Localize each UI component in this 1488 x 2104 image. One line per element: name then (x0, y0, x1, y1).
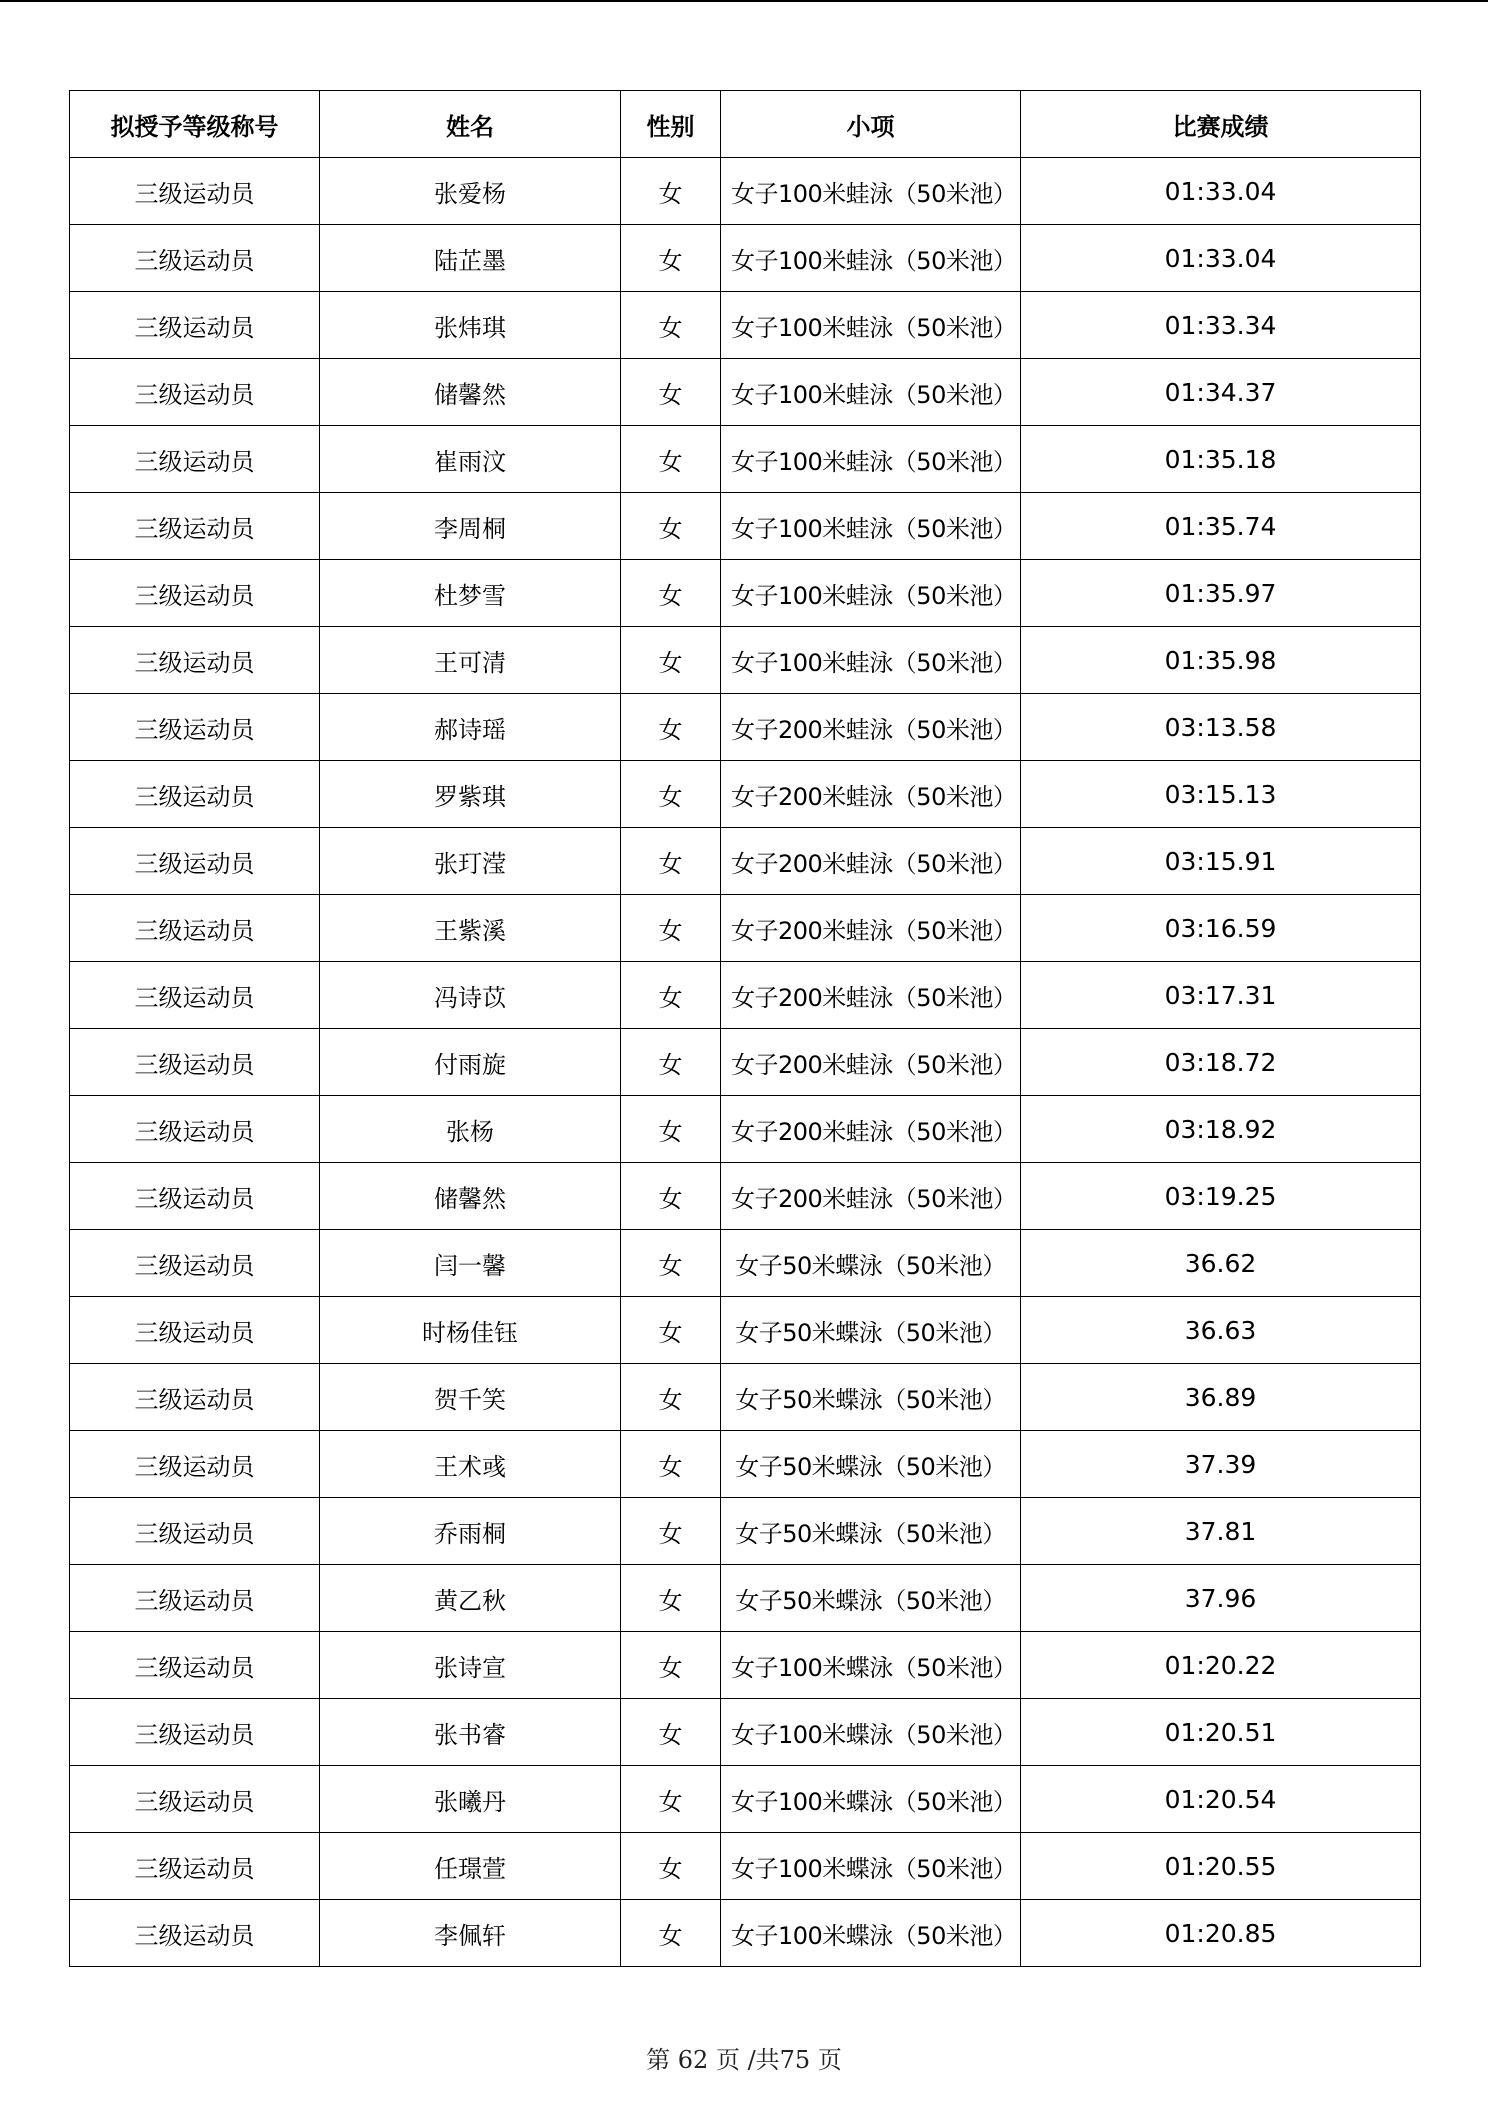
cell-grade: 三级运动员 (70, 761, 320, 828)
table-row (70, 1029, 1421, 1096)
cell-gender: 女 (621, 828, 721, 895)
table-row (70, 1431, 1421, 1498)
cell-name: 张炜琪 (320, 292, 621, 359)
table-body (70, 158, 1421, 1967)
cell-grade: 三级运动员 (70, 1029, 320, 1096)
table-row (70, 560, 1421, 627)
cell-name: 李佩轩 (320, 1900, 621, 1967)
cell-result: 37.39 (1021, 1431, 1421, 1498)
cell-result: 37.81 (1021, 1498, 1421, 1565)
cell-gender: 女 (621, 1096, 721, 1163)
cell-grade: 三级运动员 (70, 962, 320, 1029)
table-row (70, 158, 1421, 225)
cell-event: 女子100米蛙泳（50米池） (721, 493, 1021, 560)
cell-result: 37.96 (1021, 1565, 1421, 1632)
table-row (70, 1833, 1421, 1900)
cell-result: 03:18.72 (1021, 1029, 1421, 1096)
cell-result: 01:35.74 (1021, 493, 1421, 560)
cell-name: 闫一馨 (320, 1230, 621, 1297)
cell-gender: 女 (621, 1431, 721, 1498)
cell-result: 01:20.54 (1021, 1766, 1421, 1833)
cell-name: 张玎滢 (320, 828, 621, 895)
cell-gender: 女 (621, 1632, 721, 1699)
table-row (70, 1699, 1421, 1766)
cell-event: 女子200米蛙泳（50米池） (721, 828, 1021, 895)
cell-gender: 女 (621, 1565, 721, 1632)
cell-event: 女子100米蛙泳（50米池） (721, 627, 1021, 694)
cell-name: 贺千笑 (320, 1364, 621, 1431)
cell-gender: 女 (621, 426, 721, 493)
cell-result: 01:35.98 (1021, 627, 1421, 694)
cell-gender: 女 (621, 962, 721, 1029)
cell-grade: 三级运动员 (70, 493, 320, 560)
cell-event: 女子50米蝶泳（50米池） (721, 1565, 1021, 1632)
cell-name: 储馨然 (320, 359, 621, 426)
cell-gender: 女 (621, 493, 721, 560)
cell-result: 01:33.04 (1021, 158, 1421, 225)
header-result: 比赛成绩 (1021, 91, 1421, 158)
cell-result: 36.62 (1021, 1230, 1421, 1297)
cell-grade: 三级运动员 (70, 359, 320, 426)
cell-gender: 女 (621, 761, 721, 828)
cell-result: 01:35.97 (1021, 560, 1421, 627)
cell-name: 张爱杨 (320, 158, 621, 225)
cell-event: 女子100米蝶泳（50米池） (721, 1833, 1021, 1900)
cell-name: 付雨旋 (320, 1029, 621, 1096)
cell-result: 01:20.85 (1021, 1900, 1421, 1967)
header-gender: 性别 (621, 91, 721, 158)
table-row (70, 627, 1421, 694)
cell-result: 01:33.34 (1021, 292, 1421, 359)
cell-name: 郝诗瑶 (320, 694, 621, 761)
cell-gender: 女 (621, 1699, 721, 1766)
header-name: 姓名 (320, 91, 621, 158)
cell-result: 01:35.18 (1021, 426, 1421, 493)
cell-gender: 女 (621, 1900, 721, 1967)
cell-event: 女子100米蝶泳（50米池） (721, 1699, 1021, 1766)
cell-gender: 女 (621, 158, 721, 225)
cell-grade: 三级运动员 (70, 1565, 320, 1632)
cell-name: 任璟萱 (320, 1833, 621, 1900)
cell-name: 罗紫琪 (320, 761, 621, 828)
cell-grade: 三级运动员 (70, 1163, 320, 1230)
cell-name: 王术彧 (320, 1431, 621, 1498)
cell-name: 张书睿 (320, 1699, 621, 1766)
cell-name: 张诗宣 (320, 1632, 621, 1699)
cell-result: 01:33.04 (1021, 225, 1421, 292)
table-row (70, 292, 1421, 359)
cell-event: 女子50米蝶泳（50米池） (721, 1230, 1021, 1297)
cell-name: 黄乙秋 (320, 1565, 621, 1632)
cell-result: 01:20.55 (1021, 1833, 1421, 1900)
table-row (70, 426, 1421, 493)
cell-grade: 三级运动员 (70, 895, 320, 962)
table-row (70, 694, 1421, 761)
cell-result: 03:18.92 (1021, 1096, 1421, 1163)
table-header-row (70, 91, 1421, 158)
cell-event: 女子200米蛙泳（50米池） (721, 1096, 1021, 1163)
table-row (70, 828, 1421, 895)
cell-grade: 三级运动员 (70, 1431, 320, 1498)
cell-name: 李周桐 (320, 493, 621, 560)
cell-gender: 女 (621, 1029, 721, 1096)
cell-result: 03:17.31 (1021, 962, 1421, 1029)
table-row (70, 1163, 1421, 1230)
table-row (70, 225, 1421, 292)
table-row (70, 1297, 1421, 1364)
cell-grade: 三级运动员 (70, 1297, 320, 1364)
table-row (70, 1364, 1421, 1431)
cell-grade: 三级运动员 (70, 1833, 320, 1900)
cell-result: 01:34.37 (1021, 359, 1421, 426)
cell-gender: 女 (621, 225, 721, 292)
cell-name: 冯诗苡 (320, 962, 621, 1029)
cell-event: 女子200米蛙泳（50米池） (721, 694, 1021, 761)
cell-gender: 女 (621, 627, 721, 694)
cell-event: 女子50米蝶泳（50米池） (721, 1297, 1021, 1364)
cell-name: 陆芷墨 (320, 225, 621, 292)
cell-grade: 三级运动员 (70, 1900, 320, 1967)
cell-grade: 三级运动员 (70, 1766, 320, 1833)
cell-gender: 女 (621, 292, 721, 359)
cell-grade: 三级运动员 (70, 694, 320, 761)
cell-event: 女子100米蝶泳（50米池） (721, 1632, 1021, 1699)
cell-gender: 女 (621, 1364, 721, 1431)
cell-name: 崔雨汶 (320, 426, 621, 493)
cell-gender: 女 (621, 359, 721, 426)
table-row (70, 493, 1421, 560)
cell-event: 女子100米蝶泳（50米池） (721, 1900, 1021, 1967)
page-top-border (0, 0, 1488, 2)
table-row (70, 1498, 1421, 1565)
cell-event: 女子200米蛙泳（50米池） (721, 1163, 1021, 1230)
cell-result: 03:15.13 (1021, 761, 1421, 828)
table-row (70, 1096, 1421, 1163)
cell-grade: 三级运动员 (70, 828, 320, 895)
cell-name: 乔雨桐 (320, 1498, 621, 1565)
cell-grade: 三级运动员 (70, 225, 320, 292)
results-table-container (69, 90, 1420, 1967)
cell-event: 女子100米蛙泳（50米池） (721, 426, 1021, 493)
cell-name: 杜梦雪 (320, 560, 621, 627)
cell-name: 储馨然 (320, 1163, 621, 1230)
cell-gender: 女 (621, 1297, 721, 1364)
header-event: 小项 (721, 91, 1021, 158)
cell-result: 01:20.22 (1021, 1632, 1421, 1699)
cell-grade: 三级运动员 (70, 1096, 320, 1163)
cell-event: 女子200米蛙泳（50米池） (721, 761, 1021, 828)
cell-event: 女子100米蛙泳（50米池） (721, 292, 1021, 359)
table-row (70, 1632, 1421, 1699)
cell-event: 女子200米蛙泳（50米池） (721, 895, 1021, 962)
cell-name: 王可清 (320, 627, 621, 694)
cell-name: 张曦丹 (320, 1766, 621, 1833)
cell-result: 03:15.91 (1021, 828, 1421, 895)
table-row (70, 761, 1421, 828)
cell-gender: 女 (621, 1833, 721, 1900)
table-row (70, 1565, 1421, 1632)
table-row (70, 962, 1421, 1029)
cell-gender: 女 (621, 1230, 721, 1297)
cell-result: 01:20.51 (1021, 1699, 1421, 1766)
cell-name: 张杨 (320, 1096, 621, 1163)
table-row (70, 895, 1421, 962)
cell-event: 女子100米蛙泳（50米池） (721, 359, 1021, 426)
cell-event: 女子200米蛙泳（50米池） (721, 1029, 1021, 1096)
cell-grade: 三级运动员 (70, 560, 320, 627)
cell-result: 03:13.58 (1021, 694, 1421, 761)
cell-gender: 女 (621, 694, 721, 761)
cell-grade: 三级运动员 (70, 426, 320, 493)
page-number: 第 62 页 /共75 页 (646, 2046, 842, 2074)
cell-name: 王紫溪 (320, 895, 621, 962)
cell-event: 女子100米蛙泳（50米池） (721, 158, 1021, 225)
cell-gender: 女 (621, 895, 721, 962)
cell-event: 女子50米蝶泳（50米池） (721, 1431, 1021, 1498)
cell-gender: 女 (621, 1498, 721, 1565)
table-row (70, 1766, 1421, 1833)
results-table (69, 90, 1421, 1967)
cell-result: 03:16.59 (1021, 895, 1421, 962)
cell-event: 女子100米蛙泳（50米池） (721, 560, 1021, 627)
cell-event: 女子100米蝶泳（50米池） (721, 1766, 1021, 1833)
cell-event: 女子50米蝶泳（50米池） (721, 1364, 1021, 1431)
cell-gender: 女 (621, 560, 721, 627)
cell-grade: 三级运动员 (70, 1699, 320, 1766)
cell-gender: 女 (621, 1766, 721, 1833)
header-grade: 拟授予等级称号 (70, 91, 320, 158)
table-row (70, 1900, 1421, 1967)
cell-name: 时杨佳钰 (320, 1297, 621, 1364)
cell-result: 36.89 (1021, 1364, 1421, 1431)
cell-grade: 三级运动员 (70, 627, 320, 694)
cell-grade: 三级运动员 (70, 158, 320, 225)
cell-grade: 三级运动员 (70, 1230, 320, 1297)
cell-grade: 三级运动员 (70, 1498, 320, 1565)
cell-gender: 女 (621, 1163, 721, 1230)
cell-event: 女子50米蝶泳（50米池） (721, 1498, 1021, 1565)
cell-event: 女子100米蛙泳（50米池） (721, 225, 1021, 292)
cell-result: 36.63 (1021, 1297, 1421, 1364)
cell-grade: 三级运动员 (70, 1364, 320, 1431)
cell-event: 女子200米蛙泳（50米池） (721, 962, 1021, 1029)
table-row (70, 1230, 1421, 1297)
cell-result: 03:19.25 (1021, 1163, 1421, 1230)
cell-grade: 三级运动员 (70, 292, 320, 359)
cell-grade: 三级运动员 (70, 1632, 320, 1699)
table-row (70, 359, 1421, 426)
